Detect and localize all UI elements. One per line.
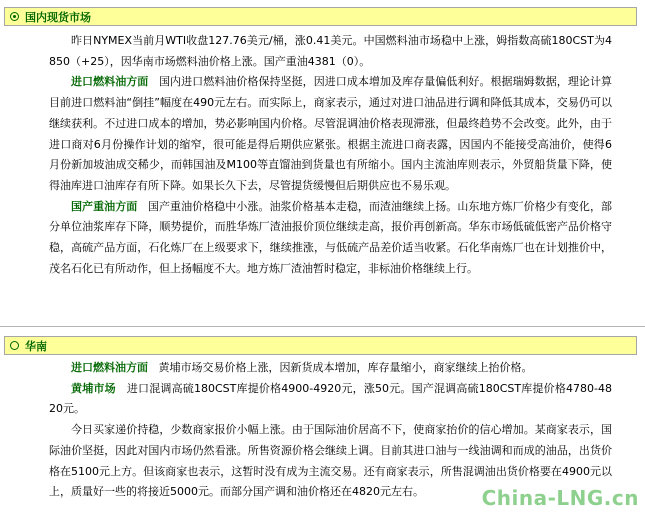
intro-paragraph: 昨日NYMEX当前月WTI收盘127.76美元/桶，涨0.41美元。中国燃料油市场稳中上涨，姆指数高硫180CST为4850（+25），因华南市场燃料油价格上涨。国产重油4381（0）。 xyxy=(49,34,612,68)
section-title: 国内现货市场 xyxy=(25,10,91,24)
domestic-heavy-paragraph xyxy=(49,197,612,280)
section-header-south-china xyxy=(4,336,637,355)
market-paragraph: 今日买家递价持稳，少数商家报价小幅上涨。由于国际油价居高不下，使商家抬价的信心增加。某商家表示，国际油价坚挺，因此对国内市场仍然看涨。所售资源价格会继续上调。目前其进口油与一线油调和而成的油品，出货价格在5100元上方。但该商家也表示，这暂时没有成为主流交易。还有商家表示，所售混调油出货价格要在4900元以上，质量好一些的将接近5000元。而部分国产调和油价格还在4820元左右。 xyxy=(49,423,612,499)
domestic-heavy-label: 国产重油方面 xyxy=(71,199,138,213)
imported-fuel-label: 进口燃料油方面 xyxy=(71,75,149,89)
bullet-circle-icon xyxy=(10,12,19,21)
section-title: 华南 xyxy=(25,339,47,353)
huangpu-text: 进口混调高硫180CST库提价格4900-4920元，涨50元。国产混调高硫180CST库提价格4780-4820元。 xyxy=(49,381,612,416)
section-header-domestic-spot xyxy=(4,7,637,26)
domestic-heavy-text: 国产重油价格稳中小涨。油浆价格基本走稳，而渣油继续上扬。山东地方炼厂价格少有变化，部分单位油浆库存下降，顺势提价，而胜华炼厂渣油报价顶位继续走高，报价再创新高。华东市场低硫低密产品价格守稳，高硫产品方面，石化炼厂在上级要求下，继续推涨，与低硫产品差价适当收紧。石化华南炼厂也在计划推价中，茂名石化已有所动作，但上扬幅度不大。地方炼厂渣油暂时稳定，非标油价格继续上行。 xyxy=(49,199,613,275)
imported-fuel-paragraph xyxy=(49,358,612,379)
imported-fuel-text: 黄埔市场交易价格上涨，因新货成本增加，库存量缩小，商家继续上抬价格。 xyxy=(158,361,533,374)
section2-body xyxy=(49,358,612,503)
imported-fuel-paragraph xyxy=(49,72,612,196)
imported-fuel-text: 国内进口燃料油价格保持坚挺，因进口成本增加及库存量偏低利好。根据瑞姆数据，理论计算目前进口燃料油“倒挂”幅度在490元左右。而实际上，商家表示，通过对进口油品进行调和降低其成本，交易仍可以继续获利。不过进口成本的增加，势必影响国内价格。尽管混调油价格表现滞涨，但最终趋势不会改变。此外，由于进口商对6月份操作计划的缩窄，很可能是得后期供应紧张。根据主流进口商表露，因国内不能接受高油价，使得6月份新加坡油成交稀少，而韩国油及M100等直馏油到货量也有所缩小。国内主流油库则表示，外贸船货量下降，使得油库进口油库存有所下降。如果长久下去，尽管提货缓慢但后期供应也不易乐观。 xyxy=(49,75,612,192)
huangpu-label: 黄埔市场 xyxy=(71,381,116,395)
section-divider xyxy=(0,326,645,327)
huangpu-paragraph xyxy=(49,379,612,420)
imported-fuel-label: 进口燃料油方面 xyxy=(71,361,148,374)
watermark-logo: China-LNG.cn xyxy=(481,486,639,510)
section1-body xyxy=(49,31,612,279)
bullet-circle-icon xyxy=(10,341,19,350)
